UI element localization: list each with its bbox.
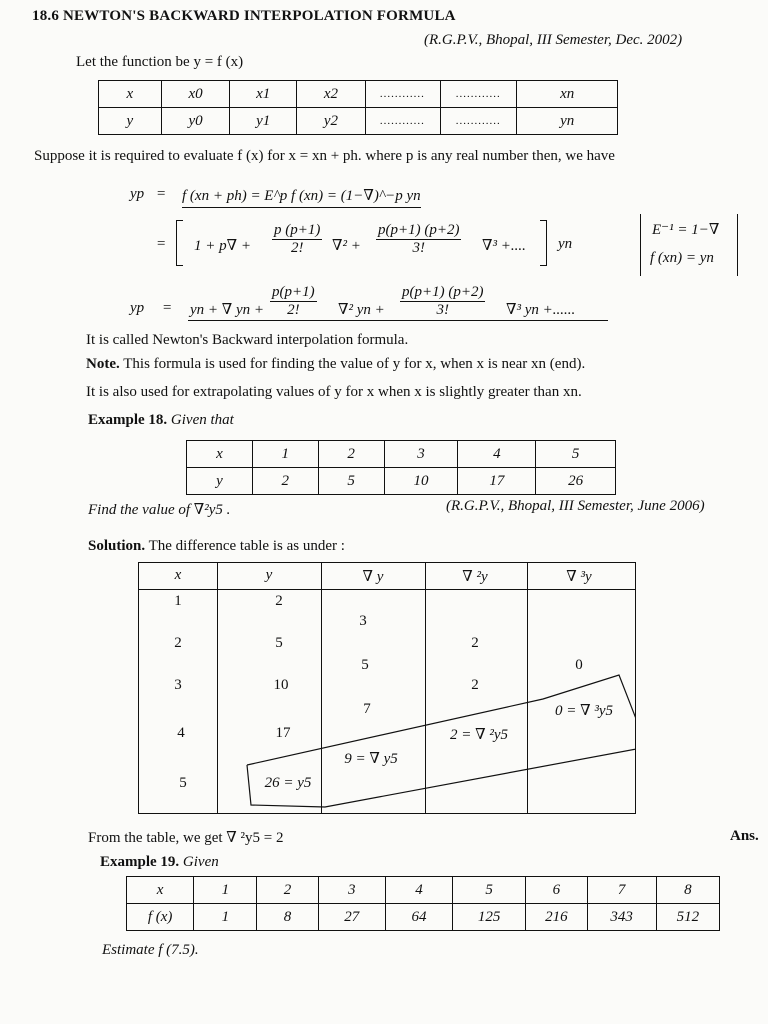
example-19-estimate: Estimate f (7.5). xyxy=(102,942,199,958)
table-cell: 2 xyxy=(318,441,384,468)
example-19-given: Given xyxy=(182,854,219,870)
section-source: (R.G.P.V., Bhopal, III Semester, Dec. 2002) xyxy=(424,32,683,48)
formula-2-start: 1 + p∇ + xyxy=(194,238,251,254)
formula-2-fraction-1 xyxy=(272,222,322,257)
table-cell: ............ xyxy=(365,81,440,108)
table-cell: 216 xyxy=(526,904,587,931)
diff-x-value: 2 xyxy=(174,635,182,651)
diff-x-value: 4 xyxy=(177,725,185,741)
diff-y-value: 5 xyxy=(275,635,283,651)
table-cell: 1 xyxy=(252,441,318,468)
formula-3-underline xyxy=(188,320,608,321)
table-cell: y0 xyxy=(161,108,230,135)
table-cell: x xyxy=(187,441,253,468)
backward-diagonal-box xyxy=(139,563,635,813)
table-cell: xn xyxy=(517,81,618,108)
diagonal-outline xyxy=(247,675,635,807)
table-cell: 5 xyxy=(318,468,384,495)
table-cell: x0 xyxy=(161,81,230,108)
diff-header-d2: ∇ ²y xyxy=(462,569,488,585)
intro-text: Let the function be y = f (x) xyxy=(76,54,244,70)
suppose-text: Suppose it is required to evaluate f (x) for x = xn + ph. where p is any real number then, we have xyxy=(34,148,615,164)
table-cell: 5 xyxy=(536,441,616,468)
diff-d2-value: 2 = ∇ ²y5 xyxy=(449,727,508,743)
example-19-row-f xyxy=(127,904,720,931)
table-cell: ............ xyxy=(365,108,440,135)
fraction-denominator: 2! xyxy=(290,240,304,256)
table-cell: y xyxy=(99,108,162,135)
table-cell: 5 xyxy=(453,877,526,904)
table-cell: x xyxy=(99,81,162,108)
table-cell: 1 xyxy=(194,904,257,931)
fraction-denominator: 3! xyxy=(412,240,425,256)
note-text: This formula is used for finding the value of y for x, when x is near xn (end). xyxy=(123,356,586,372)
diff-d1-value: 3 xyxy=(359,613,367,629)
fraction-denominator: 2! xyxy=(287,302,300,318)
diff-header-x: x xyxy=(174,567,182,583)
table-cell: yn xyxy=(517,108,618,135)
table-cell: 6 xyxy=(526,877,587,904)
solution-text: The difference table is as under : xyxy=(148,538,345,554)
bracket-left xyxy=(176,220,183,266)
example-18-row-y xyxy=(187,468,616,495)
diff-x-value: 5 xyxy=(179,775,187,791)
table-cell: x xyxy=(127,877,194,904)
table-cell: 1 xyxy=(194,877,257,904)
table-cell: 125 xyxy=(453,904,526,931)
formula-2-end: ∇³ +.... xyxy=(482,238,526,254)
example-18-find: Find the value of ∇²y5 . xyxy=(88,502,231,518)
table-cell: 8 xyxy=(257,904,318,931)
formula-1-rhs: f (xn + ph) = E^p f (xn) = (1−∇)^−p yn xyxy=(182,186,421,208)
formula-3-start: yn + ∇ yn + xyxy=(190,302,265,318)
table-cell: 26 xyxy=(536,468,616,495)
table-cell: x2 xyxy=(297,81,366,108)
solution-label: Solution. xyxy=(88,538,146,554)
diff-d3-value: 0 xyxy=(575,657,583,673)
diff-header-d3: ∇ ³y xyxy=(566,569,592,585)
table-cell: 343 xyxy=(587,904,656,931)
diff-d3-value: 0 = ∇ ³y5 xyxy=(554,703,613,719)
formula-2-after: yn xyxy=(558,236,573,252)
diff-d1-value: 7 xyxy=(363,701,371,717)
note-label: Note. xyxy=(86,356,120,372)
table-cell: f (x) xyxy=(127,904,194,931)
table-cell: y2 xyxy=(297,108,366,135)
solution-line xyxy=(88,538,345,555)
bracket-right xyxy=(540,220,547,266)
table-cell: 10 xyxy=(384,468,458,495)
table-cell: 4 xyxy=(385,877,452,904)
table-cell: 64 xyxy=(385,904,452,931)
table-cell: 4 xyxy=(458,441,536,468)
fraction-numerator: p(p+1) xyxy=(272,284,315,300)
example-18-label: Example 18. xyxy=(88,412,168,428)
example-19-label: Example 19. xyxy=(100,854,180,870)
example-18-header xyxy=(88,412,234,429)
example-18-row-x xyxy=(187,441,616,468)
example-18-source: (R.G.P.V., Bhopal, III Semester, June 2006) xyxy=(446,498,705,514)
table-cell: 7 xyxy=(587,877,656,904)
table-cell: ............ xyxy=(440,81,517,108)
diff-d1-value: 5 xyxy=(361,657,369,673)
formula-1-equals: = xyxy=(156,186,167,202)
diff-y-value: 17 xyxy=(275,725,291,741)
formula-1-lhs: yp xyxy=(130,186,145,202)
formula-3-fraction-2 xyxy=(400,284,485,319)
diff-header-d1: ∇ y xyxy=(362,569,384,585)
diff-x-value: 3 xyxy=(174,677,182,693)
fraction-numerator: p (p+1) xyxy=(274,222,321,238)
diff-header-y: y xyxy=(265,567,273,583)
table-cell: ............ xyxy=(440,108,517,135)
table-cell: 3 xyxy=(318,877,385,904)
fraction-numerator: p(p+1) (p+2) xyxy=(402,284,484,300)
diff-d1-value: 9 = ∇ y5 xyxy=(344,751,398,767)
also-text: It is also used for extrapolating values of y for x when x is slightly greater than xn. xyxy=(86,384,582,400)
table-cell: 17 xyxy=(458,468,536,495)
table-cell: 3 xyxy=(384,441,458,468)
table-cell: y1 xyxy=(230,108,297,135)
formula-3-lhs: yp xyxy=(130,300,145,316)
formula-3-equals: = xyxy=(162,300,173,316)
table-cell: 8 xyxy=(656,877,719,904)
diff-y-value: 26 = y5 xyxy=(264,775,312,791)
diff-y-value: 2 xyxy=(275,593,283,609)
result-text: From the table, we get ∇ ²y5 = 2 xyxy=(88,830,284,846)
example-18-table xyxy=(186,440,616,495)
note-line xyxy=(86,356,585,373)
example-19-table xyxy=(126,876,720,931)
example-18-given: Given that xyxy=(170,412,234,428)
function-table-row-y xyxy=(99,108,618,135)
section-heading: 18.6 NEWTON'S BACKWARD INTERPOLATION FORMULA xyxy=(32,8,456,24)
table-cell: y xyxy=(187,468,253,495)
function-table xyxy=(98,80,618,135)
formula-3-end: ∇³ yn +...... xyxy=(506,302,576,318)
side-note-top: E⁻¹ = 1−∇ xyxy=(652,222,720,238)
formula-2-equals: = xyxy=(156,236,167,252)
table-cell: x1 xyxy=(230,81,297,108)
diff-d2-value: 2 xyxy=(471,677,479,693)
side-note-bottom: f (xn) = yn xyxy=(650,250,714,266)
fraction-numerator: p(p+1) (p+2) xyxy=(378,222,460,238)
function-table-row-x xyxy=(99,81,618,108)
diff-x-value: 1 xyxy=(174,593,182,609)
table-cell: 2 xyxy=(257,877,318,904)
table-cell: 27 xyxy=(318,904,385,931)
table-cell: 2 xyxy=(252,468,318,495)
answer-label: Ans. xyxy=(730,828,759,844)
formula-2-fraction-2 xyxy=(376,222,461,257)
formula-3-mid: ∇² yn + xyxy=(338,302,385,318)
formula-3-fraction-1 xyxy=(270,284,317,319)
example-19-row-x xyxy=(127,877,720,904)
formula-2-mid: ∇² + xyxy=(332,238,361,254)
called-text: It is called Newton's Backward interpolation formula. xyxy=(86,332,409,348)
fraction-denominator: 3! xyxy=(436,302,449,318)
diff-y-value: 10 xyxy=(273,677,289,693)
example-19-header xyxy=(100,854,219,871)
difference-table xyxy=(138,562,636,814)
table-cell: 512 xyxy=(656,904,719,931)
diff-d2-value: 2 xyxy=(471,635,479,651)
